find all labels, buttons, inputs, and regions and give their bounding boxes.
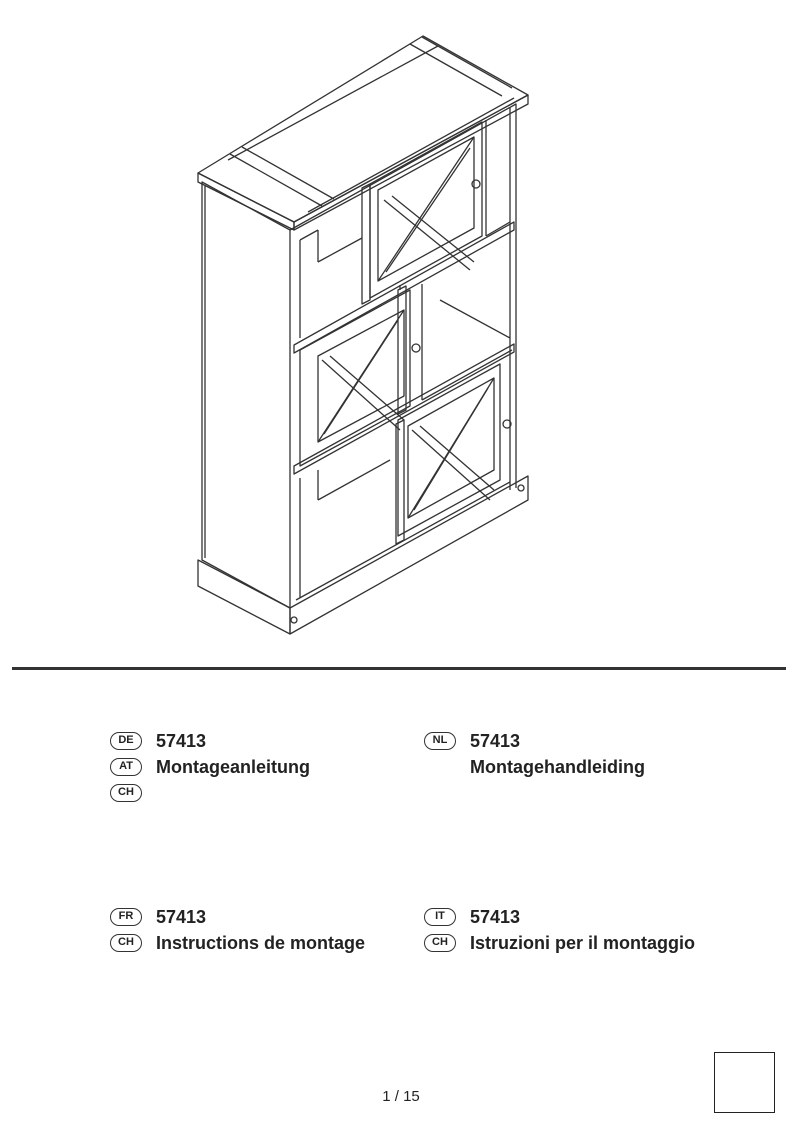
- lang-row: [424, 930, 695, 956]
- lang-badge-nl: NL: [424, 732, 456, 750]
- empty-square-box: [714, 1052, 775, 1113]
- lang-badge-at: AT: [110, 758, 142, 776]
- lang-badge-de: DE: [110, 732, 142, 750]
- article-number: 57413: [156, 906, 207, 927]
- language-group-fr: [110, 904, 365, 956]
- lang-row: [110, 754, 310, 780]
- lang-row: [110, 904, 365, 930]
- horizontal-rule: [12, 667, 786, 670]
- lang-badge-ch: CH: [424, 934, 456, 952]
- manual-title: Montagehandleiding: [470, 756, 645, 777]
- lang-row: [110, 930, 365, 956]
- lang-row: [110, 780, 310, 806]
- language-group-nl: [424, 728, 645, 780]
- lang-badge-it: IT: [424, 908, 456, 926]
- article-number: 57413: [156, 730, 207, 751]
- lang-badge-ch: CH: [110, 934, 142, 952]
- manual-title: Istruzioni per il montaggio: [470, 932, 695, 953]
- page-number: 1 / 15: [382, 1088, 420, 1105]
- language-group-de: [110, 728, 310, 806]
- lang-row: [424, 904, 695, 930]
- article-number: 57413: [470, 906, 521, 927]
- lang-row: [110, 728, 310, 754]
- article-number: 57413: [470, 730, 521, 751]
- lang-badge-fr: FR: [110, 908, 142, 926]
- lang-row: [424, 728, 645, 754]
- lang-row: [424, 754, 645, 780]
- manual-title: Instructions de montage: [156, 932, 366, 953]
- manual-title: Montageanleitung: [156, 756, 310, 777]
- lang-badge-ch: CH: [110, 784, 142, 802]
- language-group-it: [424, 904, 695, 956]
